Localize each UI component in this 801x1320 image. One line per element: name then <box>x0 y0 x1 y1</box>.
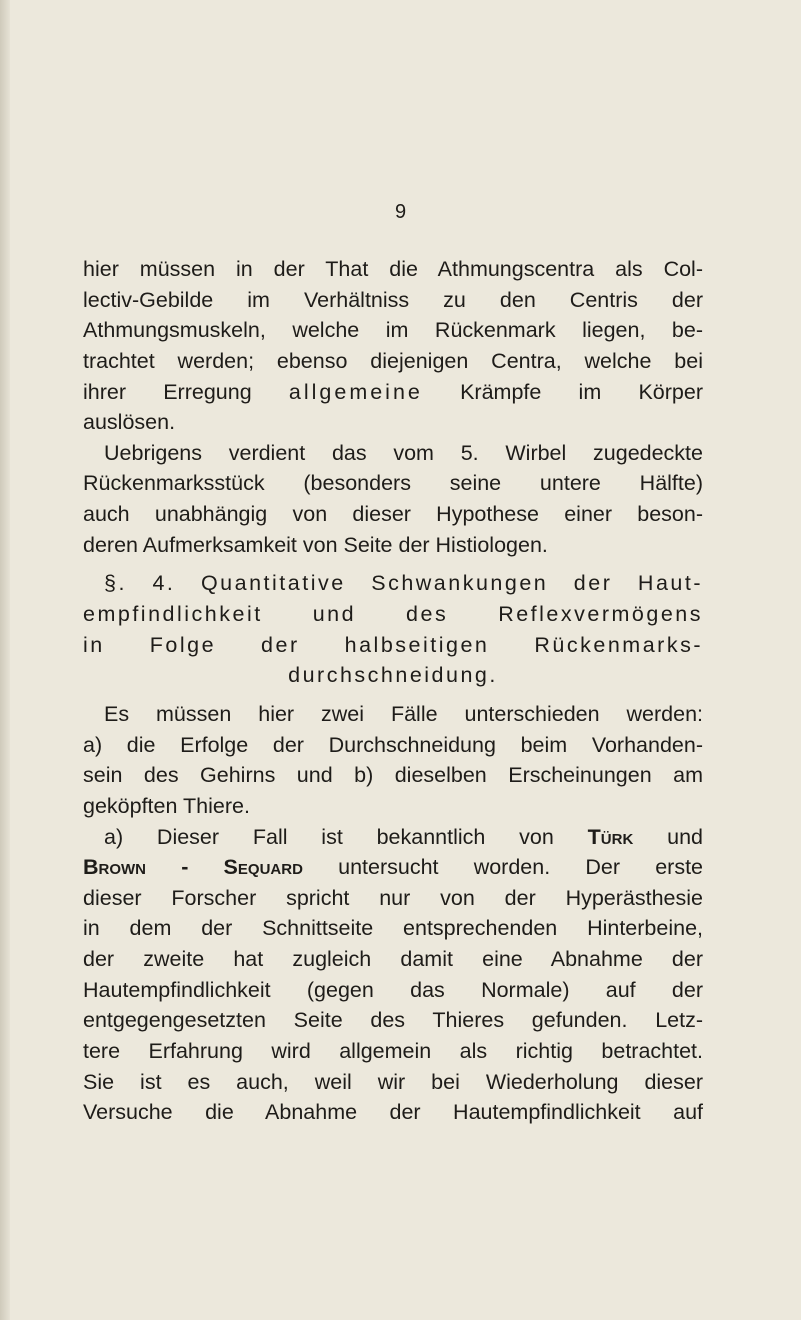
text-line: Versuche die Abnahme der Hautempfindlichkeit auf <box>83 1100 703 1125</box>
text-segment: ihrer Erregung <box>83 379 252 404</box>
text-line: in dem der Schnittseite entsprechenden Hinterbeine, <box>83 916 703 941</box>
text-segment: und <box>667 824 703 849</box>
paragraph-zwei-faelle <box>83 699 703 822</box>
page-number: 9 <box>394 201 407 223</box>
text-line: a) die Erfolge der Durchschneidung beim Vorhanden- <box>83 732 703 757</box>
text-line <box>83 852 703 883</box>
text-segment: untersucht worden. Der erste <box>338 855 704 880</box>
text-line: Sie ist es auch, weil wir bei Wiederholung dieser <box>83 1069 703 1094</box>
section-gap <box>83 691 703 699</box>
heading-line: durchschneidung. <box>288 663 498 688</box>
text-line: hier müssen in der That die Athmungscentra als Col- <box>83 257 703 281</box>
text-line: dieser Forscher spricht nur von der Hyperästhesie <box>83 885 703 910</box>
text-line: trachtet werden; ebenso diejenigen Centra, welche bei <box>83 348 703 373</box>
text-line: entgegengesetzten Seite des Thieres gefunden. Letz- <box>83 1008 703 1033</box>
text-line <box>83 377 703 408</box>
text-line: Uebrigens verdient das vom 5. Wirbel zugedeckte <box>104 440 703 465</box>
text-line: auslösen. <box>83 410 176 435</box>
text-segment: Krämpfe im Körper <box>460 379 703 404</box>
author-name: Türk <box>587 824 634 849</box>
text-line: geköpften Thiere. <box>83 793 250 818</box>
text-line: Rückenmarksstück (besonders seine untere Hälfte) <box>83 471 703 496</box>
text-line: Es müssen hier zwei Fälle unterschieden werden: <box>104 701 703 726</box>
emphasized-word: allgemeine <box>288 379 423 404</box>
text-line: der zweite hat zugleich damit eine Abnahme der <box>83 947 703 972</box>
text-line: tere Erfahrung wird allgemein als richtig betrachtet. <box>83 1039 703 1064</box>
heading-line: empfindlichkeit und des Reflexvermögens <box>83 602 703 627</box>
author-name: Brown - Sequard <box>83 855 303 880</box>
section-heading <box>83 568 703 691</box>
text-line: sein des Gehirns und b) dieselben Erscheinungen am <box>83 763 703 788</box>
text-line <box>83 822 703 853</box>
heading-line: §. 4. Quantitative Schwankungen der Haut- <box>104 571 703 596</box>
section-gap <box>83 560 703 568</box>
paragraph-tuerk-brown-sequard <box>83 822 703 1128</box>
page-body <box>83 254 703 1128</box>
paragraph-athmungscentra <box>83 254 703 438</box>
text-line: Hautempfindlichkeit (gegen das Normale) auf der <box>83 977 703 1002</box>
text-line: Athmungsmuskeln, welche im Rückenmark liegen, be- <box>83 318 703 343</box>
text-line: deren Aufmerksamkeit von Seite der Histiologen. <box>83 532 548 557</box>
heading-line: in Folge der halbseitigen Rückenmarks- <box>83 632 703 657</box>
text-line: lectiv-Gebilde im Verhältniss zu den Centris der <box>83 287 703 312</box>
text-segment: a) Dieser Fall ist bekanntlich von <box>104 824 554 849</box>
paragraph-rueckenmarksstueck <box>83 438 703 561</box>
page-edge-shadow <box>0 0 10 1320</box>
text-line: auch unabhängig von dieser Hypothese einer beson- <box>83 502 703 527</box>
